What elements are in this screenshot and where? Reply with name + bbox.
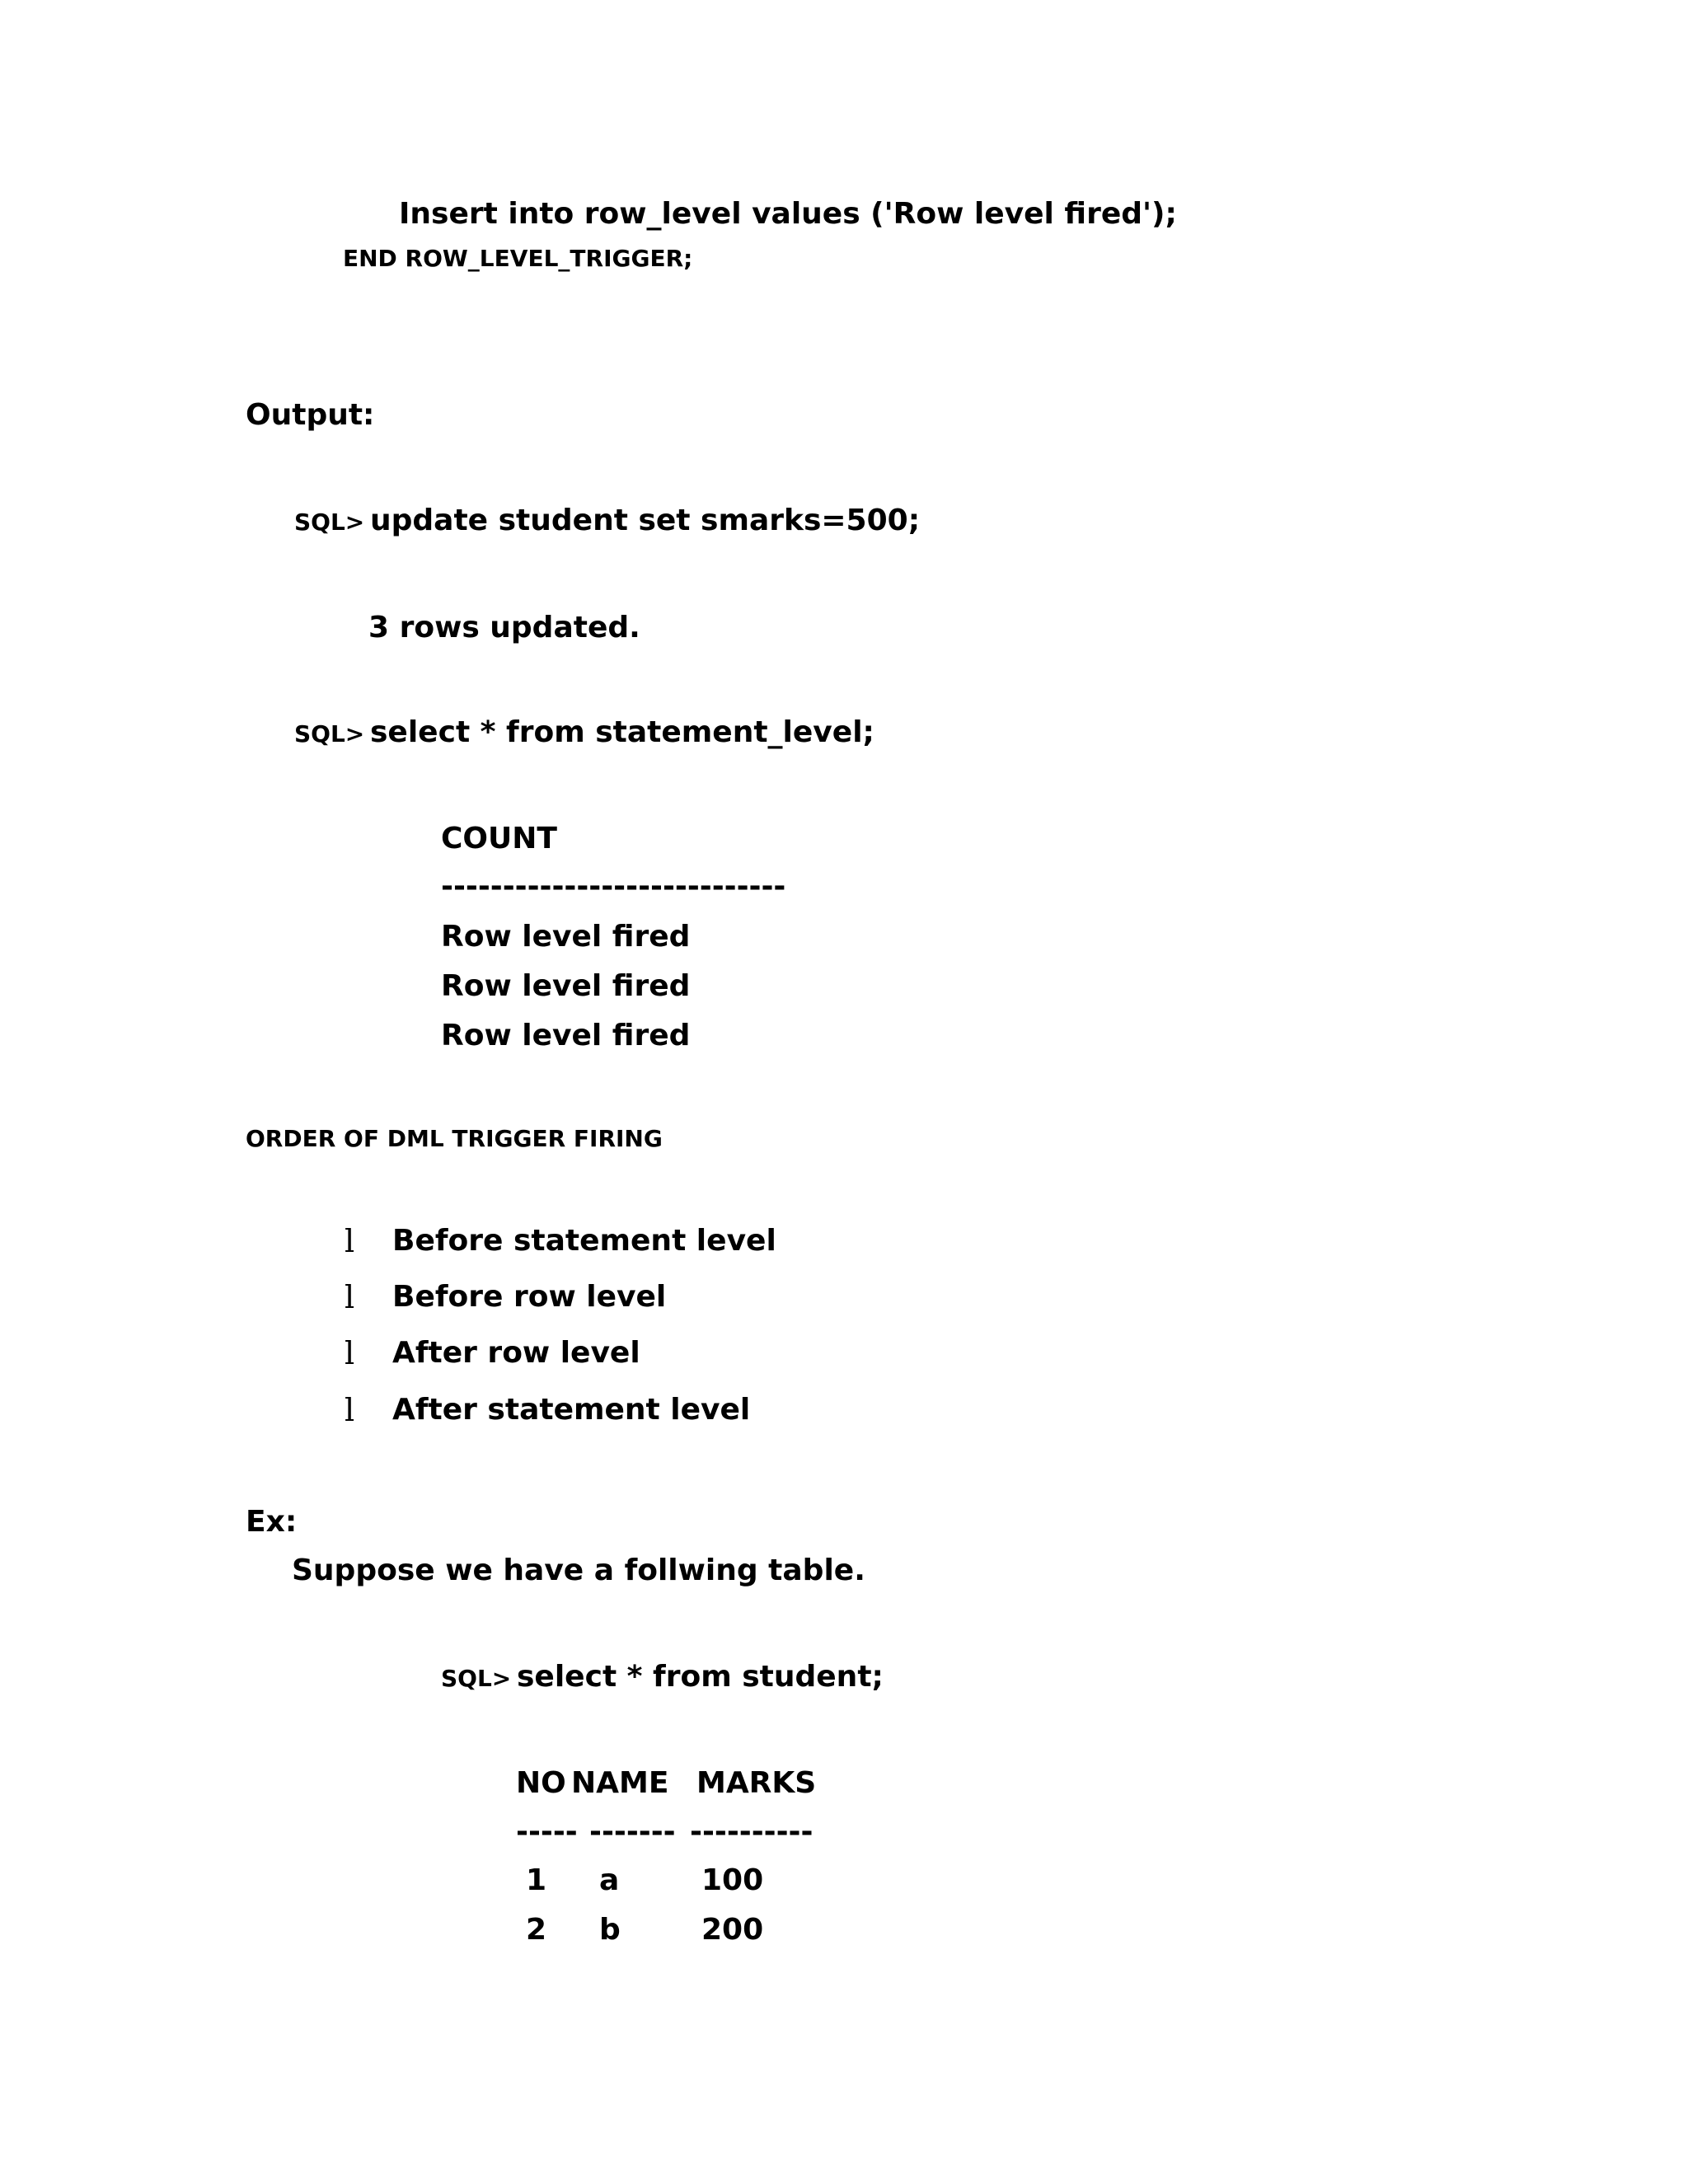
- select-statement-level-command: select * from statement_level;: [370, 715, 874, 749]
- table-cell-name: a: [599, 1863, 620, 1897]
- count-row: Row level fired: [441, 1019, 691, 1052]
- table-cell-name: b: [599, 1913, 621, 1947]
- table-cell-no: 1: [526, 1863, 547, 1897]
- column-separator: ----------: [690, 1815, 814, 1849]
- rows-updated-result: 3 rows updated.: [368, 611, 640, 644]
- sql-prompt: SQL>: [294, 720, 365, 748]
- order-heading: ORDER OF DML TRIGGER FIRING: [246, 1125, 663, 1152]
- bullet-icon: l: [345, 1392, 355, 1428]
- end-trigger-statement: END ROW_LEVEL_TRIGGER;: [343, 245, 693, 272]
- column-header-name: NAME: [571, 1766, 669, 1800]
- table-cell-marks: 200: [701, 1913, 764, 1947]
- update-command: update student set smarks=500;: [370, 504, 921, 537]
- table-cell-no: 2: [526, 1913, 547, 1947]
- order-item: After statement level: [392, 1393, 751, 1427]
- bullet-icon: l: [345, 1335, 355, 1371]
- bullet-icon: l: [345, 1223, 355, 1259]
- order-item: Before row level: [392, 1280, 667, 1314]
- count-separator: ----------------------------: [441, 869, 786, 903]
- bullet-icon: l: [345, 1279, 355, 1315]
- column-header-no: NO: [516, 1766, 566, 1800]
- table-cell-marks: 100: [701, 1863, 764, 1897]
- sql-prompt: SQL>: [441, 1665, 512, 1692]
- output-heading: Output:: [246, 398, 375, 432]
- column-separator: -----: [516, 1815, 578, 1849]
- example-intro: Suppose we have a follwing table.: [292, 1554, 865, 1587]
- column-header-marks: MARKS: [696, 1766, 817, 1800]
- sql-prompt: SQL>: [294, 509, 365, 536]
- example-heading: Ex:: [246, 1505, 298, 1539]
- column-separator: -------: [589, 1815, 676, 1849]
- insert-statement: Insert into row_level values ('Row level fired');: [399, 197, 1177, 231]
- count-column-header: COUNT: [441, 822, 557, 855]
- count-row: Row level fired: [441, 969, 691, 1003]
- count-row: Row level fired: [441, 920, 691, 954]
- select-student-command: select * from student;: [517, 1660, 884, 1694]
- order-item: After row level: [392, 1336, 640, 1370]
- order-item: Before statement level: [392, 1224, 776, 1258]
